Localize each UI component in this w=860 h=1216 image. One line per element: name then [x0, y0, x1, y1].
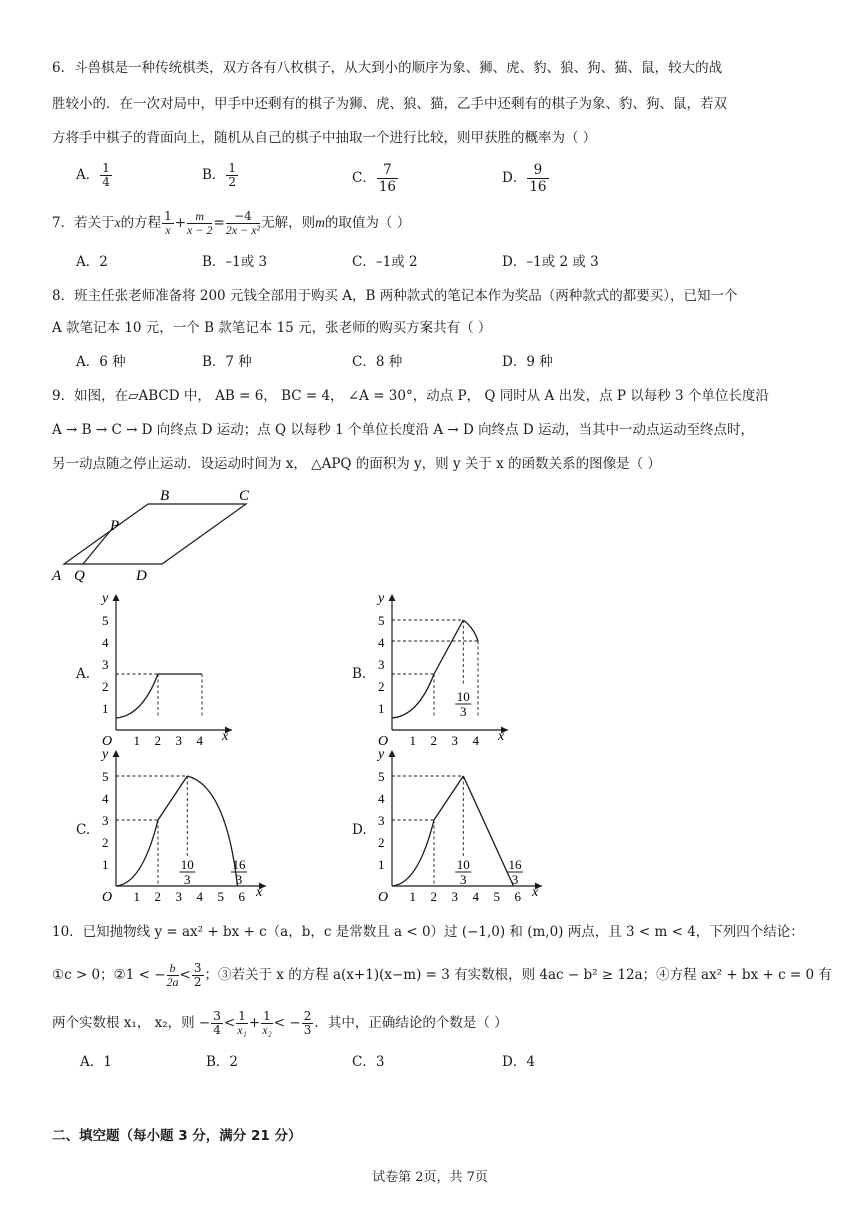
y-tick-label: 2	[102, 835, 109, 850]
section-title: 二、填空题（每小题 3 分，满分 21 分）	[52, 1128, 302, 1144]
x-axis-label: x	[222, 729, 229, 744]
q9-line-3: 另一动点随之停止运动．设运动时间为 x， △APQ 的面积为 y，则 y 关于 x 的函数关系的图像是（ ）	[52, 456, 661, 472]
q6-option-b: B． $\frac{1}{2}$	[202, 161, 237, 189]
x-tick-label: 6	[514, 889, 521, 904]
y-tick-label: 2	[102, 679, 109, 694]
y-tick-label: 3	[378, 657, 385, 672]
tick-ten-thirds	[179, 857, 195, 887]
q9-line-2: A → B → C → D 向终点 D 运动；点 Q 以每秒 1 个单位长度沿 A → D 向终点 D 运动，当其中一动点运动至终点时，	[52, 422, 754, 438]
q9-line-1: 9．如图，在▱ABCD 中， AB = 6， BC = 4， ∠A = 30°，动点 P， Q 同时从 A 出发，点 P 以每秒 3 个单位长度沿	[52, 388, 769, 404]
x-axis-label: x	[532, 885, 539, 900]
q6-line-1: 6．斗兽棋是一种传统棋类，双方各有八枚棋子，从大到小的顺序为象、狮、虎、豹、狼、狗、猫、鼠，较大的战	[52, 60, 723, 76]
q8-option-a: A．6 种	[76, 354, 126, 370]
y-tick-label: 4	[378, 635, 385, 650]
y-tick-label: 2	[378, 835, 385, 850]
q8-line-1: 8．班主任张老师准备将 200 元钱全部用于购买 A，B 两种款式的笔记本作为奖品（两种款式的都要买），已知一个	[52, 288, 738, 304]
origin-label: O	[102, 890, 113, 904]
fraction-numerator: 10	[456, 857, 470, 872]
x-tick-label: 4	[196, 889, 203, 904]
q7-option-d: D．–1或 2 或 3	[502, 254, 599, 270]
q10-option-b: B．2	[206, 1054, 239, 1070]
y-tick-label: 5	[378, 613, 385, 628]
x-tick-label: 3	[451, 733, 458, 748]
tick-ten-thirds	[455, 857, 471, 887]
q7-option-b: B．–1或 3	[202, 254, 268, 270]
x-tick-label: 5	[217, 889, 224, 904]
x-tick-label: 4	[472, 889, 479, 904]
y-tick-label: 3	[378, 813, 385, 828]
y-tick-label: 1	[102, 857, 109, 872]
graph-option-a	[94, 588, 240, 748]
x-tick-label: 4	[196, 733, 203, 748]
q9-graph-label-b: B.	[352, 666, 367, 682]
q8-line-2: A 款笔记本 10 元，一个 B 款笔记本 15 元，张老师的购买方案共有（ ）	[52, 320, 492, 336]
q10-line-3: 两个实数根 x₁， x₂，则 − $\frac{3}{4}$ < $\frac{1}{\text{x₁}}+$ $\frac{1}{\text{x₂}}<$ − $\frac{2}{3}$ ．其中，正确结论的个数是（ ）	[52, 1009, 508, 1037]
q7-stem: 7．若关于x的方程 $\frac{1}{x}+$ $\frac{m}{x - 2}=$ $\frac{-4}{\text{2x − x²}}$无解，则m的取值为（ ）	[52, 209, 411, 237]
x-tick-label: 3	[175, 733, 182, 748]
y-tick-label: 4	[102, 791, 109, 806]
y-tick-label: 5	[378, 769, 385, 784]
label-c: C	[239, 488, 250, 504]
y-tick-label: 3	[102, 657, 109, 672]
q8-option-d: D．9 种	[502, 354, 553, 370]
q6-option-a: A． $\frac{1}{4}$	[76, 161, 110, 189]
fraction-denominator: 3	[460, 704, 467, 719]
origin-label: O	[102, 734, 113, 748]
y-axis-label: y	[378, 591, 385, 606]
fraction-denominator: 3	[460, 872, 467, 887]
fraction-denominator: 3	[511, 872, 519, 887]
x-tick-label: 3	[175, 889, 182, 904]
y-tick-label: 4	[102, 635, 109, 650]
graph-option-b	[370, 588, 516, 748]
y-tick-label: 5	[102, 613, 109, 628]
q10-option-d: D．4	[502, 1054, 535, 1070]
q9-graph-label-d: D.	[352, 822, 367, 838]
q6-line-2: 胜较小的．在一次对局中，甲手中还剩有的棋子为狮、虎、狼、猫，乙手中还剩有的棋子为象、豹、狗、鼠，若双	[52, 96, 727, 112]
q10-line-2: ①c > 0；②1 < − $\frac{b}{2a}<$ $\frac{3}{2}$ ；③若关于 x 的方程 a(x+1)(x−m) = 3 有实数根，则 4ac − b² ≥ 12a；④方程 ax² + bx + c = 0 有	[52, 961, 832, 989]
q9-graph-label-c: C.	[76, 822, 91, 838]
label-a: A	[52, 568, 62, 584]
y-tick-label: 1	[378, 857, 385, 872]
y-tick-label: 1	[378, 701, 385, 716]
q6-line-3: 方将手中棋子的背面向上，随机从自己的棋子中抽取一个进行比较，则甲获胜的概率为（ ）	[52, 130, 597, 146]
page-footer: 试卷第 2页，共 7页	[372, 1170, 488, 1185]
y-axis-arrow	[113, 594, 120, 601]
tick-sixteen-thirds	[507, 857, 523, 887]
q10-line-1: 10．已知抛物线 y = ax² + bx + c（a，b，c 是常数且 a < 0）过 (−1,0) 和 (m,0) 两点，且 3 < m < 4，下列四个结论：	[52, 924, 804, 940]
q8-option-b: B．7 种	[202, 354, 252, 370]
y-axis-label: y	[102, 591, 109, 606]
y-tick-label: 4	[378, 791, 385, 806]
x-tick-label: 4	[472, 733, 479, 748]
q10-option-a: A．1	[80, 1054, 112, 1070]
x-tick-label: 1	[409, 889, 416, 904]
x-axis-label: x	[256, 885, 263, 900]
x-tick-label: 2	[430, 733, 437, 748]
label-d: D	[136, 568, 147, 584]
fraction-numerator: 10	[456, 689, 470, 704]
graph-option-c	[94, 744, 274, 904]
x-axis-label: x	[498, 729, 505, 744]
y-tick-label: 5	[102, 769, 109, 784]
label-b: B	[160, 488, 170, 504]
q10-option-c: C．3	[352, 1054, 385, 1070]
x-tick-label: 2	[154, 733, 161, 748]
x-tick-label: 1	[409, 733, 416, 748]
origin-label: O	[378, 734, 389, 748]
q9-graph-label-a: A.	[76, 666, 91, 682]
graph-option-d	[370, 744, 550, 904]
y-axis-label: y	[378, 747, 385, 762]
y-tick-label: 3	[102, 813, 109, 828]
y-tick-label: 1	[102, 701, 109, 716]
x-tick-label: 2	[154, 889, 161, 904]
q6-option-d: D． $\frac{9}{16}$	[502, 162, 547, 195]
q7-option-c: C．–1或 2	[352, 254, 418, 270]
y-axis-arrow	[389, 594, 396, 601]
q6-option-c: C． $\frac{7}{16}$	[352, 162, 397, 195]
y-axis-arrow	[389, 750, 396, 757]
y-tick-label: 2	[378, 679, 385, 694]
tick-sixteen-thirds	[231, 857, 247, 887]
fraction-denominator: 3	[235, 872, 243, 887]
label-p: P	[110, 518, 120, 534]
x-tick-label: 1	[133, 889, 140, 904]
x-tick-label: 2	[430, 889, 437, 904]
origin-label: O	[378, 890, 389, 904]
x-tick-label: 6	[238, 889, 245, 904]
fraction-numerator: 16	[508, 857, 522, 872]
x-tick-label: 1	[133, 733, 140, 748]
q8-option-c: C．8 种	[352, 354, 403, 370]
tick-ten-thirds	[455, 689, 471, 719]
q7-option-a: A．2	[76, 254, 108, 270]
fraction-numerator: 10	[180, 857, 194, 872]
y-axis-arrow	[113, 750, 120, 757]
y-axis-label: y	[102, 747, 109, 762]
parallelogram-figure	[44, 482, 264, 586]
x-tick-label: 3	[451, 889, 458, 904]
label-q: Q	[74, 568, 85, 584]
x-tick-label: 5	[493, 889, 500, 904]
fraction-numerator: 16	[232, 857, 246, 872]
fraction-denominator: 3	[184, 872, 191, 887]
